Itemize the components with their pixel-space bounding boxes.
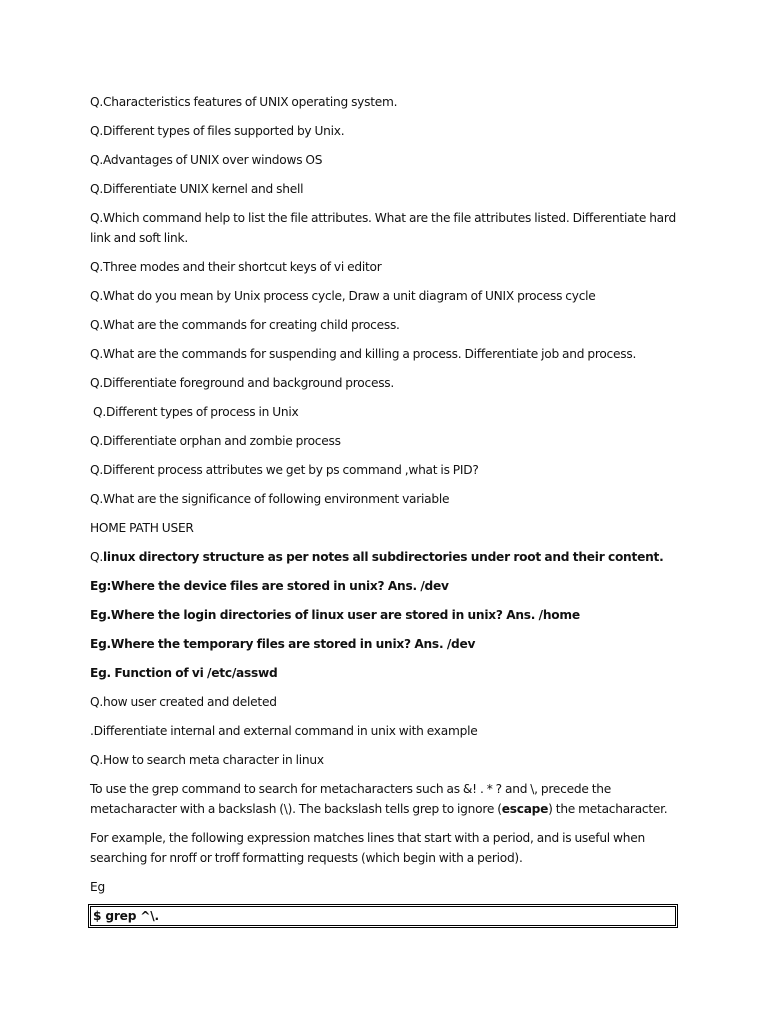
example-vi-function: Eg. Function of vi /etc/asswd [90,666,278,680]
example-device-files: Eg:Where the device files are stored in unix? Ans. /dev [90,579,449,593]
question-linux-directory-text: linux directory structure as per notes all subdirectories under root and their content. [102,550,664,564]
example-login-directories: Eg.Where the login directories of linux user are stored in unix? Ans. /home [90,608,580,622]
question-unix-features: Q.Characteristics features of UNIX operating system. [90,95,398,109]
code-example-box [90,906,676,926]
question-prefix: Q. [90,550,103,564]
question-linux-directory [90,547,680,567]
question-foreground-background: Q.Differentiate foreground and background process. [90,376,395,390]
question-file-types: Q.Different types of files supported by Unix. [90,124,345,138]
question-env-variables: Q.What are the significance of following environment variable [90,492,450,506]
question-user-created-deleted: Q.how user created and deleted [90,695,277,709]
question-child-process: Q.What are the commands for creating child process. [90,318,400,332]
grep-explanation [90,779,680,819]
question-process-types: Q.Different types of process in Unix [93,405,299,419]
question-internal-external-command: .Differentiate internal and external command in unix with example [90,724,478,738]
question-suspend-kill: Q.What are the commands for suspending and killing a process. Differentiate job and process. [90,347,637,361]
question-process-cycle: Q.What do you mean by Unix process cycle, Draw a unit diagram of UNIX process cycle [90,289,596,303]
code-example-text: $ grep ^\. [93,909,159,923]
env-variable-list: HOME PATH USER [90,521,194,535]
grep-explanation-before: To use the grep command to search for metacharacters such as &! . * ? and \, precede the metacharacter with a backslash (\). The backslash tells grep to ignore ( [90,782,611,816]
question-search-meta-character: Q.How to search meta character in linux [90,753,324,767]
question-vi-modes: Q.Three modes and their shortcut keys of vi editor [90,260,382,274]
question-file-attributes: Q.Which command help to list the file attributes. What are the file attributes listed. Differentiate hard link and soft link. [90,211,676,245]
document-body [90,92,680,906]
grep-explanation-escape: escape [501,802,549,816]
question-ps-attributes: Q.Different process attributes we get by ps command ,what is PID? [90,463,479,477]
eg-label: Eg [90,880,105,894]
example-temporary-files: Eg.Where the temporary files are stored in unix? Ans. /dev [90,637,476,651]
question-orphan-zombie: Q.Differentiate orphan and zombie process [90,434,341,448]
question-unix-advantages: Q.Advantages of UNIX over windows OS [90,153,323,167]
example-paragraph: For example, the following expression matches lines that start with a period, and is useful when searching for nroff or troff formatting requests (which begin with a period). [90,831,645,865]
question-kernel-shell: Q.Differentiate UNIX kernel and shell [90,182,304,196]
grep-explanation-after: ) the metacharacter. [548,802,668,816]
